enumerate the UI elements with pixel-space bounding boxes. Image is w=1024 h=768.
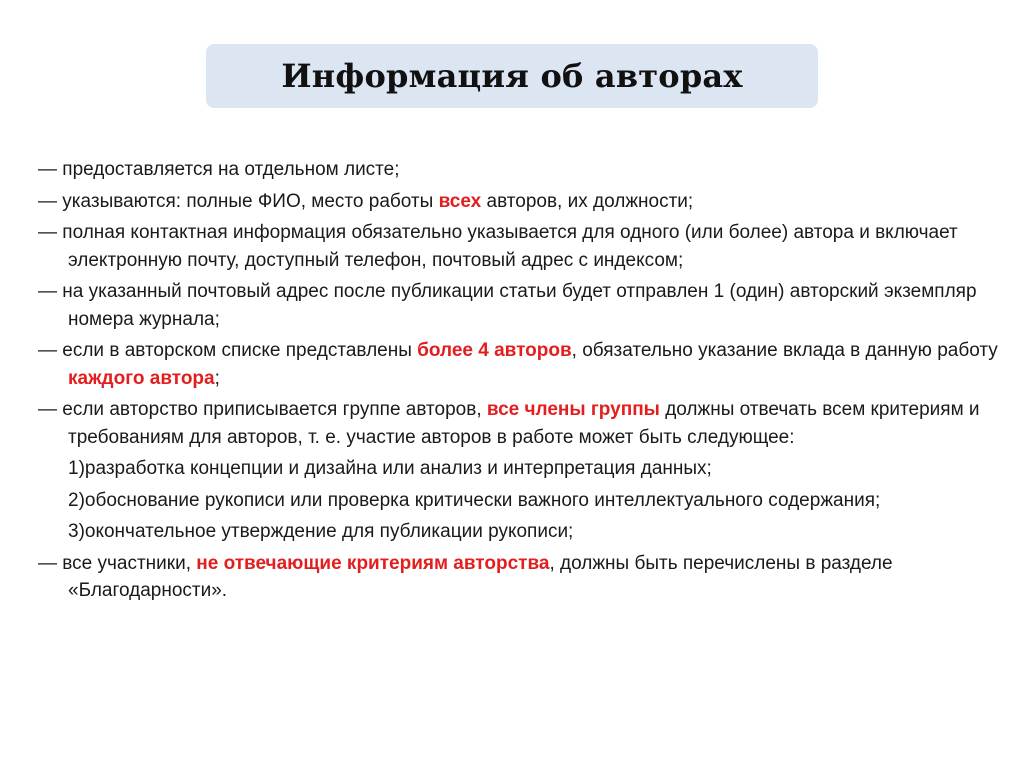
sub-list-item [38,455,998,483]
slide-title: Информация об авторах [281,57,743,95]
list-item [38,156,998,184]
item-text: 3)окончательное утверждение для публикации рукописи; [68,521,574,542]
title-banner [206,44,818,108]
item-text: — указываются: полные ФИО, место работы [38,190,439,212]
highlight-text: не отвечающие критериям авторства [196,552,550,574]
item-text: — полная контактная информация обязательно указывается для одного (или более) автора и включает электронную почту, доступный телефон, почтовый адрес с индексом; [38,222,958,271]
item-text: должны отвечать всем критериям и требованиям для авторов, т. е. участие авторов в работе может быть следующее: [68,399,980,448]
item-text: ; [214,367,220,389]
highlight-text: всех [438,190,482,212]
list-item [38,396,998,451]
list-item [38,550,998,605]
item-text: — все участники, [38,552,197,574]
item-text: 2)обоснование рукописи или проверка критически важного интеллектуального содержания; [68,489,881,511]
item-text: авторов, их должности; [481,190,694,212]
highlight-text: более 4 авторов [417,340,572,361]
sub-list-item [38,487,998,515]
highlight-text: все члены группы [486,399,660,420]
item-text: — если в авторском списке представлены [38,340,418,361]
sub-list-item [38,518,998,546]
list-item [38,278,998,333]
content-list [38,156,998,609]
item-text: 1)разработка концепции и дизайна или анализ и интерпретация данных; [68,458,712,479]
item-text: — на указанный почтовый адрес после публикации статьи будет отправлен 1 (один) авторский экземпляр номера журнала; [38,281,977,330]
item-text: — предоставляется на отдельном листе; [38,159,400,180]
item-text: , должны быть перечислены в разделе «Благодарности». [68,552,893,601]
list-item [38,219,998,274]
list-item [38,337,998,392]
highlight-text: каждого автора [68,367,215,389]
list-item [38,188,998,216]
item-text: , обязательно указание вклада в данную работу [571,340,998,361]
item-text: — если авторство приписывается группе авторов, [38,399,487,420]
